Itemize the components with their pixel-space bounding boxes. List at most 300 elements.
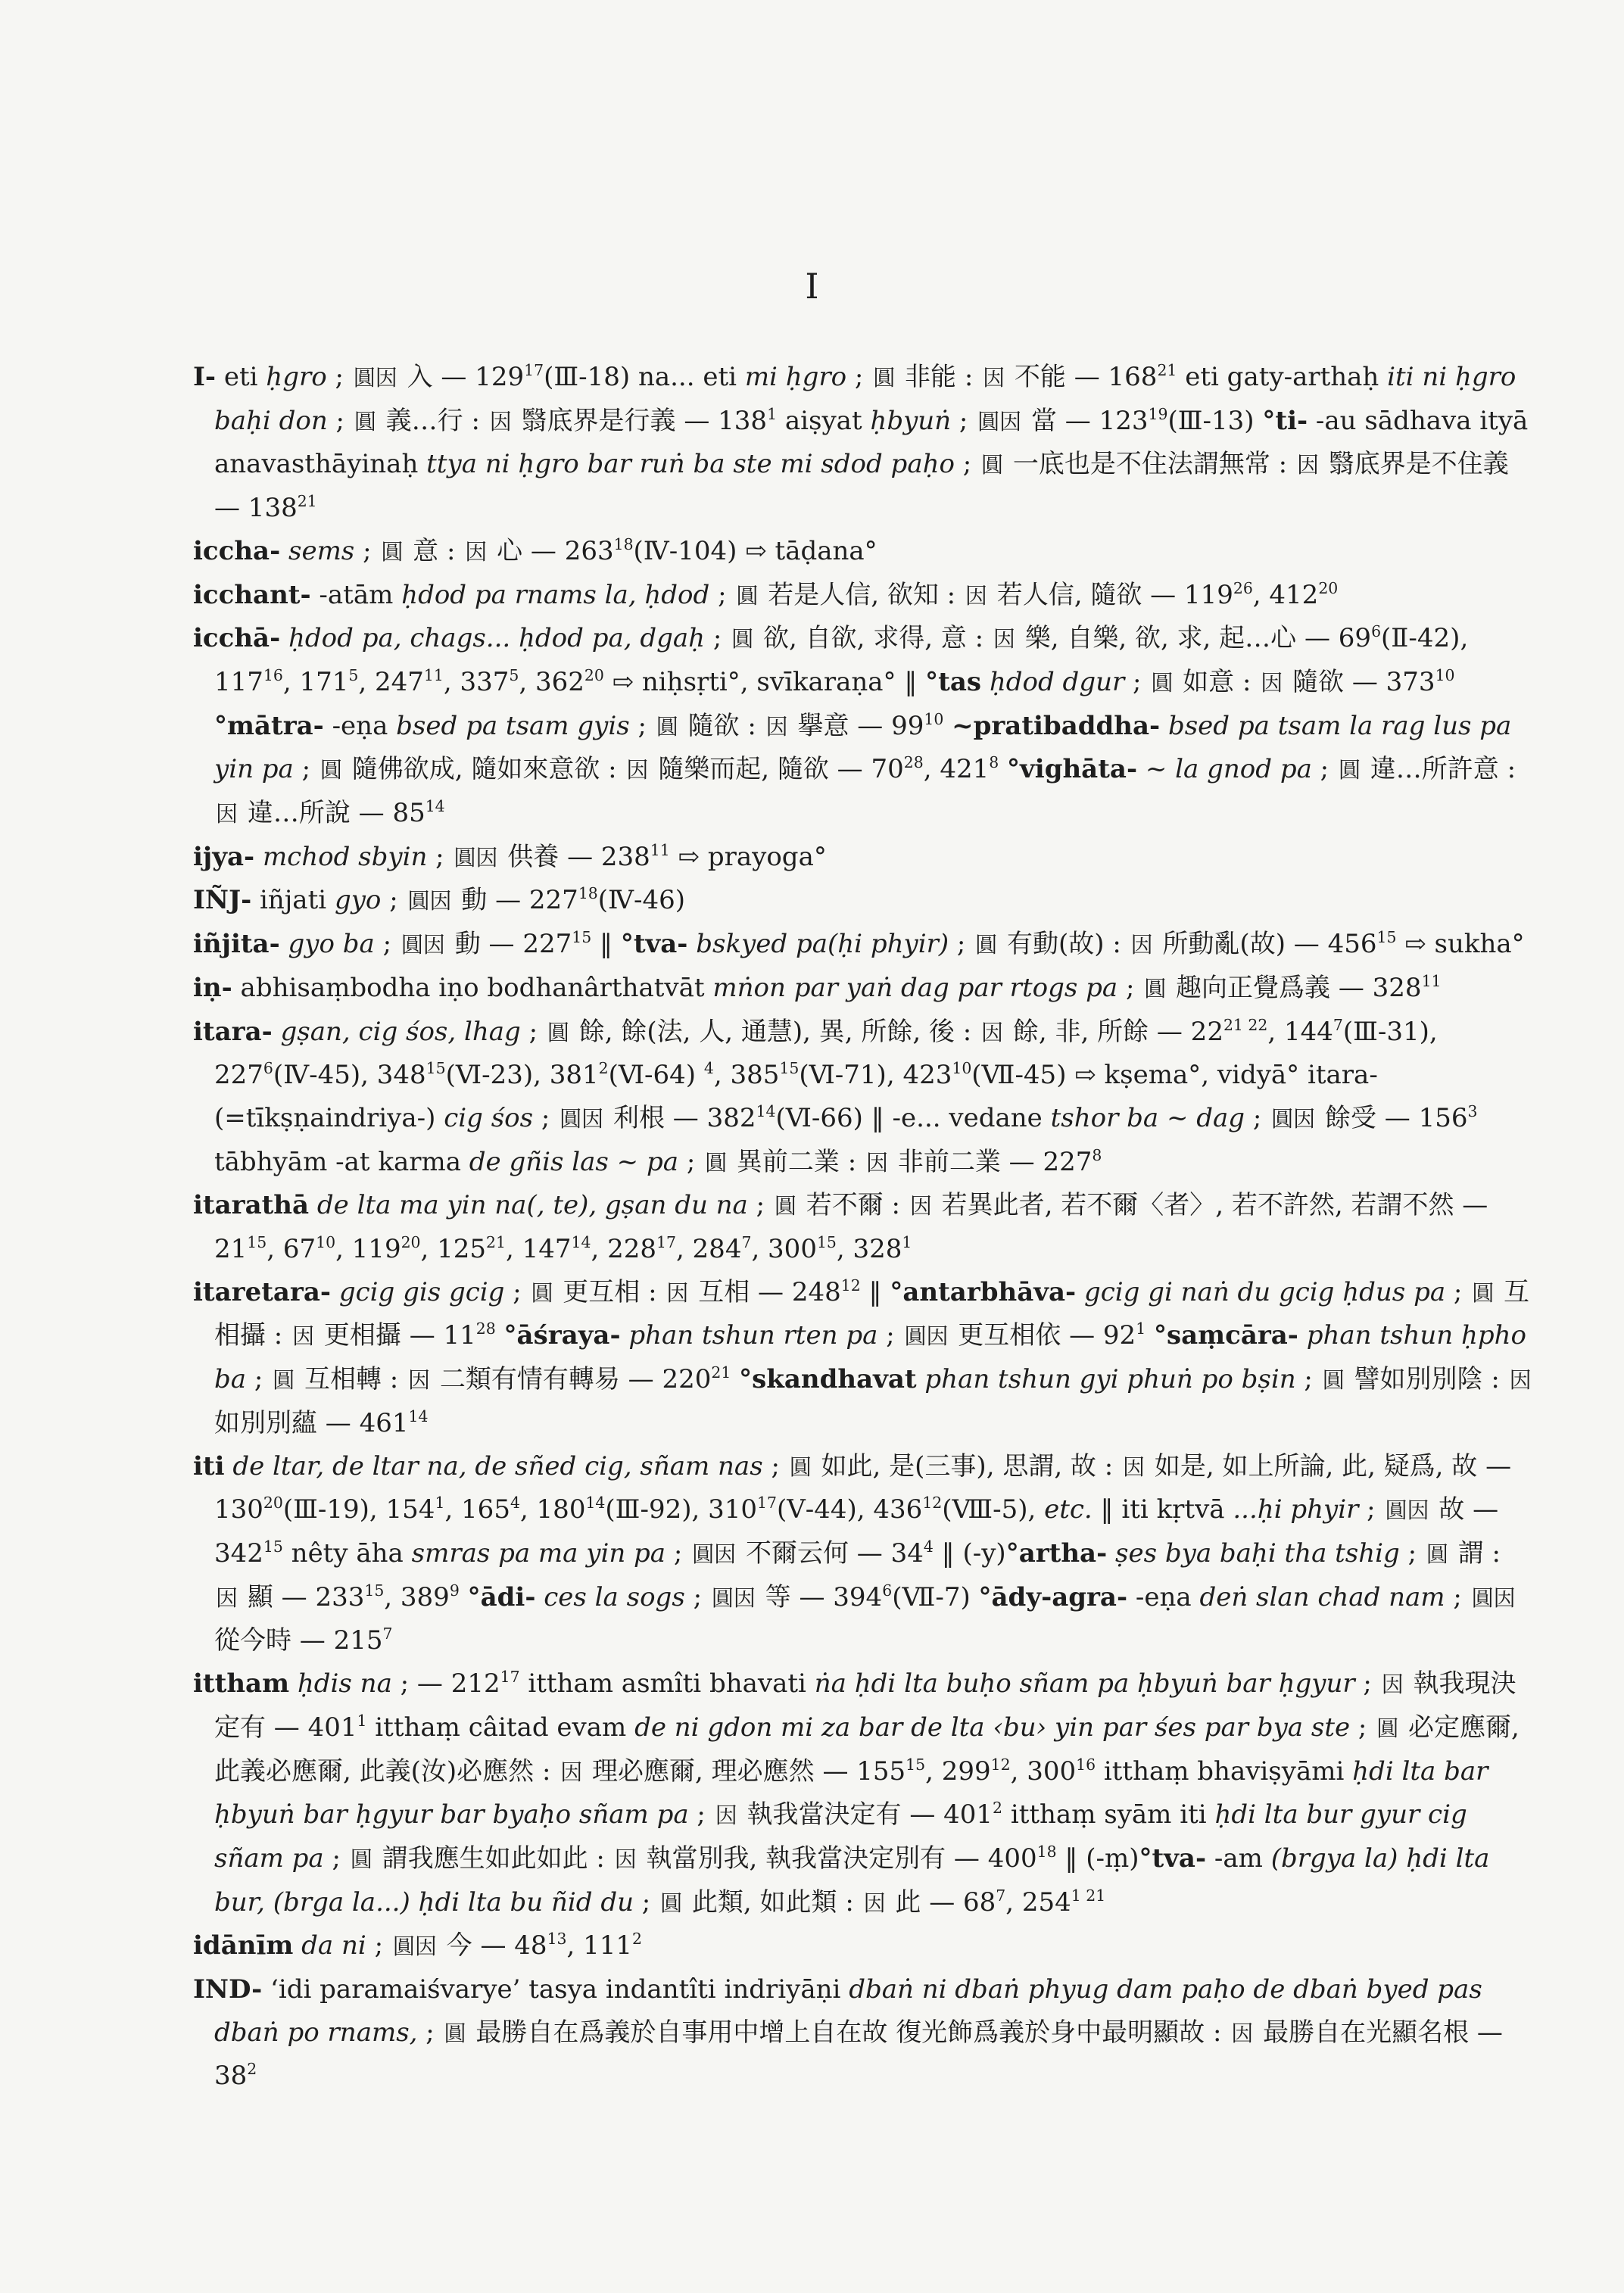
reference-superscript: 26 <box>1233 578 1253 597</box>
reference-superscript: 19 <box>1148 404 1168 423</box>
entry-text: 若不爾 : <box>797 1190 909 1221</box>
reference-superscript: 16 <box>1076 1755 1096 1774</box>
entry-text: 譬如別別陰 : <box>1345 1364 1508 1395</box>
entry-text: -eṇa <box>1127 1581 1200 1612</box>
entry-text: (Ⅵ-64) <box>608 1060 704 1091</box>
reference-superscript: 6 <box>1371 622 1382 640</box>
reference-superscript: 14 <box>585 1494 606 1513</box>
tibetan-text: gyo ba <box>288 929 375 960</box>
reference-superscript: 21 <box>297 491 317 510</box>
source-abbrev: 因 <box>1296 452 1319 478</box>
tibetan-text: bsed pa tsam gyis <box>396 710 630 741</box>
entry-text: 違…所說 — 85 <box>239 798 425 829</box>
source-abbrev: 圓 <box>705 1149 728 1176</box>
source-abbrev: 因 <box>560 1759 583 1785</box>
entry-text: (Ⅲ-19), 154 <box>282 1494 435 1525</box>
entry-text: , 125 <box>420 1234 487 1265</box>
reference-superscript: 8 <box>1092 1145 1102 1164</box>
reference-superscript: 7 <box>996 1886 1006 1905</box>
reference-superscript: 7 <box>741 1232 752 1251</box>
reference-superscript: 11 <box>650 840 670 859</box>
entry-text: ; <box>1350 1712 1376 1743</box>
entry-text: (Ⅲ-92), 310 <box>605 1494 757 1525</box>
sanskrit-subentry: °artha- <box>1005 1537 1108 1569</box>
reference-superscript: 10 <box>924 709 944 728</box>
dictionary-entry <box>193 356 1533 530</box>
entry-text: ; — 212 <box>391 1668 500 1699</box>
entry-text: , 180 <box>519 1494 586 1525</box>
reference-superscript: 20 <box>263 1494 283 1513</box>
dictionary-entry <box>193 1011 1533 1185</box>
entry-headword: ittham <box>193 1668 290 1699</box>
entry-text: ⇨ niḥsṛti°, svīkaraṇa° ‖ <box>603 666 926 697</box>
entry-text: 隨樂而起, 隨欲 — 70 <box>650 754 904 785</box>
entry-text: 餘受 — 156 <box>1317 1102 1468 1133</box>
source-abbrev: 圓因 <box>1271 1105 1316 1132</box>
entry-text: , 300 <box>1010 1756 1077 1787</box>
entry-text: (Ⅶ-7) <box>892 1581 979 1612</box>
entry-text: 若異此者, 若不爾〈者〉, 若不許然, 若謂不然 — 21 <box>214 1190 1488 1265</box>
entry-text <box>621 1320 629 1351</box>
tibetan-text: ḥgro <box>266 362 327 392</box>
source-abbrev: 圓 <box>1151 669 1174 696</box>
entry-text: 隨佛欲成, 隨如來意欲 : <box>343 754 625 785</box>
entry-text: nêty āha <box>282 1537 412 1569</box>
tibetan-text: gyo <box>334 885 382 916</box>
entry-text: ; <box>951 405 977 436</box>
tibetan-text: gcig gis gcig <box>338 1276 505 1307</box>
entry-text <box>331 1277 339 1307</box>
entry-text: 樂, 自樂, 欲, 求, 起…心 — 69 <box>1016 623 1372 654</box>
entry-text: , 171 <box>282 666 349 697</box>
entry-text: (Ⅵ-23), 381 <box>445 1060 599 1091</box>
source-abbrev: 因 <box>909 1193 932 1220</box>
tibetan-text: dbaṅ ni dbaṅ phyug dam paḥo de dbaṅ byed pas dbaṅ po rnams, <box>214 1974 1482 2048</box>
entry-text: 所動亂(故) — 456 <box>1154 929 1377 960</box>
entry-text: ; <box>709 579 735 610</box>
entry-text: 此 — 68 <box>887 1886 996 1918</box>
entry-text: 執我現決定有 — 401 <box>214 1668 1516 1743</box>
entry-text: ; <box>949 929 974 960</box>
reference-superscript: 10 <box>952 1059 972 1077</box>
source-abbrev: 因 <box>216 1584 238 1611</box>
reference-superscript: 7 <box>382 1625 393 1643</box>
entry-text: 顯 — 233 <box>239 1581 365 1612</box>
entry-text: ittham asmîti bhavati <box>519 1668 815 1699</box>
reference-superscript: 11 <box>423 665 444 684</box>
source-abbrev: 因 <box>1509 1367 1532 1394</box>
entry-text: 更相攝 — 11 <box>316 1320 476 1351</box>
entry-text: ; <box>1245 1102 1270 1133</box>
entry-text: ; <box>678 1146 704 1177</box>
reference-superscript: 28 <box>903 753 924 772</box>
entry-text: 如此, 是(三事), 思謂, 故 : <box>812 1450 1122 1481</box>
reference-superscript: 7 <box>1333 1015 1343 1034</box>
reference-superscript: 2 <box>632 1930 643 1949</box>
sanskrit-subentry: °tas <box>925 666 982 697</box>
sanskrit-subentry: °saṃcāra- <box>1153 1320 1298 1351</box>
source-abbrev: 因 <box>626 757 649 784</box>
tibetan-text: da ni <box>301 1930 366 1961</box>
tibetan-text: ttya ni ḥgro bar ruṅ ba ste mi sdod paḥo <box>426 449 955 480</box>
dictionary-entry <box>193 836 1533 880</box>
entry-text: ; <box>327 405 353 436</box>
entry-text: , 300 <box>751 1234 817 1265</box>
source-abbrev: 因 <box>408 1367 431 1394</box>
source-abbrev: 圓因 <box>1471 1584 1516 1611</box>
reference-superscript: 13 <box>547 1930 567 1949</box>
entry-text: ; <box>1445 1581 1470 1612</box>
reference-superscript: 20 <box>584 665 604 684</box>
entry-text <box>254 842 263 872</box>
entry-text: 異前二業 : <box>728 1146 865 1177</box>
entry-text: 隨欲 : <box>679 710 765 741</box>
entry-text: ; <box>323 1843 349 1874</box>
entry-text: 互相轉 : <box>296 1364 407 1395</box>
sanskrit-subentry: °mātra- <box>214 710 324 741</box>
tibetan-text: bskyed pa(ḥi phyir) <box>696 929 949 960</box>
entry-text <box>731 1364 739 1394</box>
entry-text: 不能 — 168 <box>1006 362 1158 392</box>
entry-text: , 165 <box>444 1494 510 1525</box>
entry-headword: itara- <box>193 1016 273 1047</box>
source-abbrev: 圓 <box>731 626 754 653</box>
entry-text: 執當別我, 執我當決定別有 — 400 <box>637 1843 1037 1874</box>
entry-headword: IND- <box>193 1974 263 2005</box>
entry-text: 不爾云何 — 34 <box>737 1537 924 1569</box>
entry-text <box>309 1190 317 1220</box>
entry-text <box>1076 1277 1084 1307</box>
dictionary-entry <box>193 574 1533 618</box>
entry-text: 從今時 — 215 <box>214 1625 383 1656</box>
source-abbrev: 因 <box>863 1890 886 1916</box>
entry-text <box>981 667 990 697</box>
source-abbrev: 圓 <box>1472 1279 1495 1306</box>
source-abbrev: 圓 <box>736 582 759 609</box>
entry-text: 利根 — 382 <box>605 1102 756 1133</box>
source-abbrev: 圓因 <box>407 888 452 914</box>
entry-text: 必定應爾, 此義必應爾, 此義(汝)必應然 : <box>214 1712 1520 1787</box>
entry-text: 意 : <box>404 535 464 566</box>
entry-text <box>293 1930 301 1961</box>
entry-text: ; <box>427 841 453 872</box>
entry-text: 如意 : <box>1174 666 1260 697</box>
entry-text: , 67 <box>267 1234 316 1265</box>
entry-text: , 389 <box>384 1581 450 1612</box>
entry-text: , 299 <box>925 1756 991 1787</box>
entry-text: ; <box>634 1886 659 1918</box>
dictionary-entry <box>193 1662 1533 1924</box>
tibetan-text: phan tshun rten pa <box>628 1320 878 1351</box>
entry-text: ‖ <box>860 1276 890 1307</box>
source-abbrev: 圓因 <box>904 1323 949 1350</box>
entry-text: 非前二業 — 227 <box>890 1146 1093 1177</box>
reference-superscript: 20 <box>401 1232 421 1251</box>
entry-text: ; <box>747 1190 773 1221</box>
source-abbrev: 圓因 <box>692 1541 737 1567</box>
sanskrit-subentry: °vighāta- <box>1007 754 1138 785</box>
source-abbrev: 圓因 <box>1385 1497 1429 1524</box>
entry-text: 餘, 非, 所餘 — 22 <box>1005 1016 1223 1047</box>
reference-superscript: 1 <box>1136 1319 1146 1338</box>
source-abbrev: 因 <box>1231 2020 1254 2046</box>
entry-text: ; <box>246 1364 272 1395</box>
entry-text: eti gaty-arthaḥ <box>1177 362 1388 392</box>
entry-text: 此類, 如此類 : <box>684 1886 862 1918</box>
entry-text: , 254 <box>1005 1886 1071 1918</box>
source-abbrev: 圓 <box>774 1193 796 1220</box>
entry-text: ‖ <box>591 929 621 960</box>
dictionary-entry <box>193 967 1533 1011</box>
reference-superscript: 1 <box>435 1494 445 1513</box>
reference-superscript: 11 <box>1421 971 1442 990</box>
entry-text: iñjati <box>251 885 335 916</box>
source-abbrev: 因 <box>489 408 512 435</box>
tibetan-text: ḥdod pa rnams la, ḥdod <box>401 579 710 610</box>
entry-text: ; <box>417 2017 443 2048</box>
entry-text: -am <box>1206 1843 1271 1874</box>
entry-text: (Ⅲ-31), 227 <box>214 1016 1438 1091</box>
entry-headword: IÑJ- <box>193 885 252 916</box>
reference-superscript: 8 <box>989 753 999 772</box>
entry-text: 當 — 123 <box>1023 405 1149 436</box>
reference-superscript: 1 21 <box>1071 1886 1106 1905</box>
entry-text: -atām <box>310 579 402 610</box>
entry-text: 供養 — 238 <box>499 841 650 872</box>
source-abbrev: 圓 <box>350 1846 372 1872</box>
reference-superscript: 2 <box>993 1798 1003 1817</box>
entry-text: itthaṃ câitad evam <box>366 1712 635 1743</box>
entry-text: 入 — 129 <box>398 362 525 392</box>
sanskrit-subentry: °tva- <box>1139 1843 1207 1874</box>
reference-superscript: 2 <box>247 2060 257 2079</box>
reference-superscript: 18 <box>1036 1842 1057 1861</box>
entry-text: -eṇa <box>323 710 397 741</box>
source-abbrev: 圓 <box>789 1453 812 1480</box>
entry-text <box>1107 1538 1115 1569</box>
tibetan-text: cig śos <box>444 1102 534 1133</box>
entry-text: 擧意 — 99 <box>789 710 924 741</box>
reference-superscript: 6 <box>263 1059 273 1077</box>
source-abbrev: 圓 <box>1376 1715 1399 1741</box>
dictionary-entry <box>193 1968 1533 2098</box>
entry-text: 義…行 : <box>377 405 488 436</box>
reference-superscript: 17 <box>757 1494 777 1513</box>
tibetan-text: de ni gdon mi za bar de lta ‹bu› yin par śes par bya ste <box>634 1712 1351 1743</box>
entry-text: ; <box>1399 1537 1425 1569</box>
source-abbrev: 圓 <box>1322 1367 1345 1394</box>
reference-superscript: 17 <box>500 1667 520 1686</box>
entry-text <box>1298 1320 1307 1351</box>
entry-text: 欲, 自欲, 求得, 意 : <box>755 623 992 654</box>
entry-text: ⇨ sukha° <box>1396 929 1525 960</box>
entry-headword: itarathā <box>193 1190 310 1221</box>
tibetan-text: ~ la gnod pa <box>1145 754 1312 785</box>
source-abbrev: 圓因 <box>711 1584 756 1611</box>
reference-superscript: 15 <box>906 1755 926 1774</box>
entry-text: ; <box>762 1450 788 1481</box>
source-abbrev: 因 <box>965 582 987 609</box>
entry-text: (Ⅶ-45) ⇨ kṣema°, vidyā° itara-(=tīkṣṇaindriya-) <box>214 1060 1378 1133</box>
tibetan-text: ces la sogs <box>544 1581 685 1612</box>
tibetan-text: smras pa ma yin pa <box>411 1537 666 1569</box>
entry-text: (Ⅵ-71), 423 <box>799 1060 952 1091</box>
reference-superscript: 28 <box>475 1319 496 1338</box>
entry-text: ‘idi paramaiśvarye’ tasya indantîti indriyāṇi <box>262 1974 849 2005</box>
tibetan-text: deṅ slan chad nam <box>1199 1581 1445 1612</box>
dictionary-entry <box>193 530 1533 574</box>
entry-text: eti <box>216 362 267 392</box>
reference-superscript: 1 <box>902 1232 912 1251</box>
source-abbrev: 圓 <box>975 932 998 958</box>
entry-text: 違…所許意 : <box>1361 754 1516 785</box>
entry-text: , 111 <box>566 1930 633 1961</box>
entry-text: (Ⅱ-42), 117 <box>214 623 1469 697</box>
reference-superscript: 10 <box>1435 665 1455 684</box>
entry-text: , 147 <box>506 1234 572 1265</box>
entry-text <box>496 1320 504 1351</box>
entry-text: itthaṃ bhaviṣyāmi <box>1096 1756 1353 1787</box>
reference-superscript: 6 <box>882 1581 893 1600</box>
reference-superscript: 12 <box>922 1494 943 1513</box>
reference-superscript: 3 <box>1467 1101 1478 1120</box>
entry-text: , 119 <box>335 1234 401 1265</box>
entry-text: 非能 : <box>896 362 982 392</box>
entry-headword: iñjita- <box>193 929 280 960</box>
entry-text: (Ⅳ-104) ⇨ tāḍana° <box>633 535 877 566</box>
reference-superscript: 4 <box>510 1494 520 1513</box>
entry-text: (Ⅳ-46) <box>597 885 686 916</box>
reference-superscript: 15 <box>263 1537 283 1556</box>
tibetan-text: phan tshun gyi phuṅ po bṣin <box>924 1364 1296 1395</box>
reference-superscript: 14 <box>571 1232 591 1251</box>
entry-text: tābhyām -at karma <box>214 1146 469 1177</box>
entry-text: ; <box>1354 1668 1380 1699</box>
tibetan-text: ḥdi lta bur gyur cig sñam pa <box>214 1799 1467 1874</box>
source-abbrev: 因 <box>993 626 1015 653</box>
reference-superscript: 20 <box>1318 578 1339 597</box>
reference-superscript: 1 <box>767 404 778 423</box>
entry-text: , 247 <box>358 666 424 697</box>
entry-text: (Ⅲ-18) na... eti <box>544 362 745 392</box>
entry-text <box>280 536 288 566</box>
entry-text: ‖ (-y) <box>933 1537 1006 1569</box>
entry-text: 若是人信, 欲知 : <box>759 579 964 610</box>
source-abbrev: 圓 <box>273 1367 295 1394</box>
source-abbrev: 圓 <box>981 452 1004 478</box>
reference-superscript: 21 22 <box>1223 1015 1268 1034</box>
entry-text: ; <box>354 535 380 566</box>
tibetan-text: phan tshun ḥpho ba <box>214 1320 1527 1395</box>
tibetan-text: ṅa ḥdi lta buḥo sñam pa ḥbyuṅ bar ḥgyur <box>814 1668 1355 1699</box>
reference-superscript: 5 <box>348 665 359 684</box>
entry-text: 翳底界是行義 — 138 <box>513 405 768 436</box>
reference-superscript: 14 <box>756 1101 776 1120</box>
entry-text: 若人信, 隨欲 — 119 <box>988 579 1233 610</box>
entry-text: ; <box>520 1016 546 1047</box>
entry-text: ; <box>877 1320 903 1351</box>
tibetan-text: mṅon par yaṅ dag par rtogs pa <box>712 972 1118 1003</box>
source-abbrev: 因 <box>292 1323 315 1350</box>
entry-text: 互相攝 : <box>214 1276 1530 1351</box>
reference-superscript: 15 <box>247 1232 267 1251</box>
entry-text: , 228 <box>591 1234 656 1265</box>
reference-superscript: 15 <box>364 1581 385 1600</box>
entry-text: ; <box>688 1799 714 1830</box>
entry-text: (Ⅵ-66) ‖ -e... vedane <box>775 1102 1051 1133</box>
reference-superscript: 9 <box>449 1581 460 1600</box>
entry-text: 隨欲 — 373 <box>1284 666 1435 697</box>
entry-text: 互相 — 248 <box>690 1276 841 1307</box>
entry-text <box>1137 754 1146 784</box>
entry-text: 執我當決定有 — 401 <box>738 1799 993 1830</box>
entry-text: ; <box>381 885 407 916</box>
sanskrit-subentry: °ti- <box>1262 405 1308 436</box>
entry-text: , 284 <box>675 1234 742 1265</box>
source-abbrev: 圓因 <box>977 408 1022 435</box>
reference-superscript: 15 <box>779 1059 800 1077</box>
entry-text: ; <box>1358 1494 1384 1525</box>
entry-text: 謂 : <box>1449 1537 1501 1569</box>
page-letter: I <box>805 266 819 307</box>
sanskrit-subentry: ~pratibaddha- <box>952 710 1161 741</box>
entry-text: ; <box>1295 1364 1321 1395</box>
entry-text: , 337 <box>443 666 510 697</box>
tibetan-text: de lta ma yin na(, te), gṣan du na <box>316 1190 748 1221</box>
entry-text: ; <box>954 449 980 480</box>
dictionary-entry <box>193 923 1533 967</box>
reference-superscript: 14 <box>408 1407 429 1425</box>
sanskrit-subentry: °ādy-agra- <box>978 1581 1128 1612</box>
entry-text: 心 — 263 <box>488 535 614 566</box>
entry-text: 最勝自在爲義於自事用中增上自在故 復光飾爲義於身中最明顯故 : <box>467 2017 1230 2048</box>
entry-text: , 362 <box>519 666 584 697</box>
sanskrit-subentry: °tva- <box>620 929 688 960</box>
source-abbrev: 因 <box>1123 1453 1146 1480</box>
reference-superscript: 21 <box>486 1232 506 1251</box>
reference-superscript: 18 <box>578 884 598 903</box>
entry-headword: I- <box>193 362 217 392</box>
entry-text: ‖ iti kṛtvā <box>1092 1494 1233 1525</box>
reference-superscript: 10 <box>316 1232 336 1251</box>
tibetan-text: ...ḥi phyir <box>1233 1494 1359 1525</box>
tibetan-text: ḥdod dgur <box>989 666 1125 697</box>
reference-superscript: 12 <box>840 1276 861 1294</box>
entry-headword: ijya- <box>193 841 255 872</box>
entry-text: ⇨ prayoga° <box>669 841 827 872</box>
source-abbrev: 圓 <box>381 538 404 565</box>
entry-text: ; <box>684 1581 710 1612</box>
entry-text <box>917 1364 925 1394</box>
tibetan-text: ḥbyuṅ <box>870 405 952 436</box>
tibetan-text: mi ḥgro <box>744 362 847 392</box>
entry-text: , 412 <box>1252 579 1319 610</box>
entry-text: 趣向正覺爲義 — 328 <box>1167 972 1422 1003</box>
entry-text: ; <box>504 1276 530 1307</box>
entry-text: 更互相依 — 92 <box>949 1320 1136 1351</box>
source-abbrev: 圓因 <box>454 844 498 871</box>
entry-text <box>999 754 1007 784</box>
entry-text: ; <box>705 623 731 654</box>
entry-text: , 385 <box>713 1060 780 1091</box>
entry-text: ; <box>326 362 352 392</box>
dictionary-entries <box>193 356 1533 2098</box>
entry-text: 最勝自在光顯名根 — 38 <box>214 2017 1503 2092</box>
entry-text <box>225 1451 233 1481</box>
source-abbrev: 圓 <box>1338 757 1361 784</box>
reference-superscript: 18 <box>613 534 634 553</box>
entry-text: itthaṃ syām iti <box>1002 1799 1215 1830</box>
